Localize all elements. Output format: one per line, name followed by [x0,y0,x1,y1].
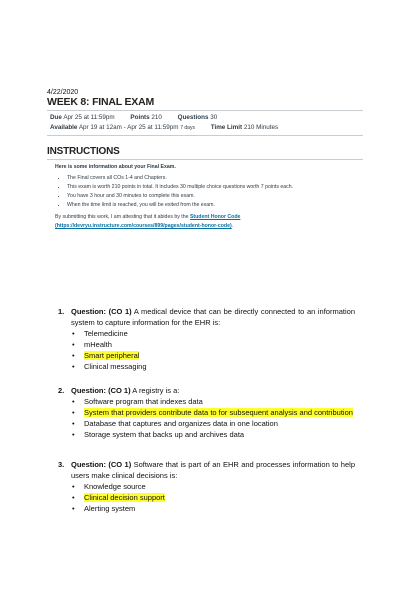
question-body: Software that is part of an EHR and processes information to help users make clinical decisions is: [71,460,355,480]
honor-code-statement [55,213,360,231]
question-item [55,306,355,372]
answer-options [71,396,355,440]
question-number: 3. [58,460,65,469]
answer-option [71,481,355,492]
instructions-heading: INSTRUCTIONS [47,146,120,157]
answer-option [71,429,355,440]
honor-text: By submitting this work, I am attesting that it abides by the [55,214,189,220]
honor-code-link[interactable]: Student Honor Code [189,214,241,220]
instructions-divider [47,159,363,160]
answer-option-text: System that providers contribute data to for subsequent analysis and contribution [84,408,353,417]
answer-option [71,396,355,407]
question-prefix: Question: (CO 1) [71,307,132,316]
answer-option [71,328,355,339]
honor-code-url[interactable]: (https://devryu.instructure.com/courses/899/pages/student-honor-code) [55,223,232,229]
points-label: Points [130,114,150,121]
meta-row-1 [50,114,217,121]
available-label: Available [50,124,78,131]
title-divider [47,110,363,111]
meta-row-2 [50,124,278,131]
answer-option-text: Alerting system [84,504,136,513]
available-value: Apr 19 at 12am - Apr 25 at 11:59pm [78,124,179,131]
time-limit-value: 210 Minutes [243,124,279,131]
instructions-box [55,163,360,231]
points-value: 210 [151,114,162,121]
answer-option-text: Clinical messaging [84,362,147,371]
time-limit-label: Time Limit [210,124,243,131]
answer-option-text: Storage system that backs up and archives data [84,430,245,439]
answer-option-text: Clinical decision support [84,493,165,502]
answer-option-text: Knowledge source [84,482,146,491]
answer-option [71,361,355,372]
instructions-lead: Here is some information about your Final Exam. [55,164,176,170]
honor-end: . [231,223,234,229]
question-text [71,385,355,396]
question-item [55,459,355,514]
question-text [71,459,355,481]
answer-option-text: Software program that indexes data [84,397,203,406]
answer-option-highlighted [71,350,355,361]
meta-divider [47,135,363,136]
answer-option-highlighted [71,407,355,418]
question-list [55,306,355,527]
answer-option-text: mHealth [84,340,112,349]
question-prefix: Question: (CO 1) [71,460,132,469]
answer-option-highlighted [71,492,355,503]
instructions-bullet: • You have 3 hour and 30 minutes to complete this exam. [67,192,360,201]
question-number: 1. [58,307,65,316]
print-date: 4/22/2020 [47,89,79,96]
answer-option-text: Smart peripheral [84,351,140,360]
due-label: Due [50,114,62,121]
question-prefix: Question: (CO 1) [71,386,131,395]
question-number: 2. [58,386,65,395]
answer-option [71,339,355,350]
page-title: WEEK 8: FINAL EXAM [47,96,155,108]
answer-options [71,481,355,514]
instructions-bullet: • When the time limit is reached, you will be exited from the exam. [67,201,360,210]
answer-options [71,328,355,372]
answer-option-text: Telemedicine [84,329,128,338]
questions-label: Questions [177,114,209,121]
answer-option-text: Database that captures and organizes data in one location [84,419,278,428]
instructions-bullet: • The Final covers all COs 1-4 and Chapters. [67,174,360,183]
due-value: Apr 25 at 11:59pm [63,114,115,121]
questions-value: 30 [210,114,218,121]
question-item [55,385,355,440]
answer-option [71,503,355,514]
instructions-list [55,174,360,210]
question-body: A medical device that can be directly connected to an information system to capture information for the EHR is: [71,307,355,327]
question-text [71,306,355,328]
instructions-bullet: • This exam is worth 210 points in total. It includes 30 multiple choice questions worth 7 points each. [67,183,360,192]
available-days: 7 days [180,125,195,131]
answer-option [71,418,355,429]
question-body: A registry is a: [132,386,180,395]
